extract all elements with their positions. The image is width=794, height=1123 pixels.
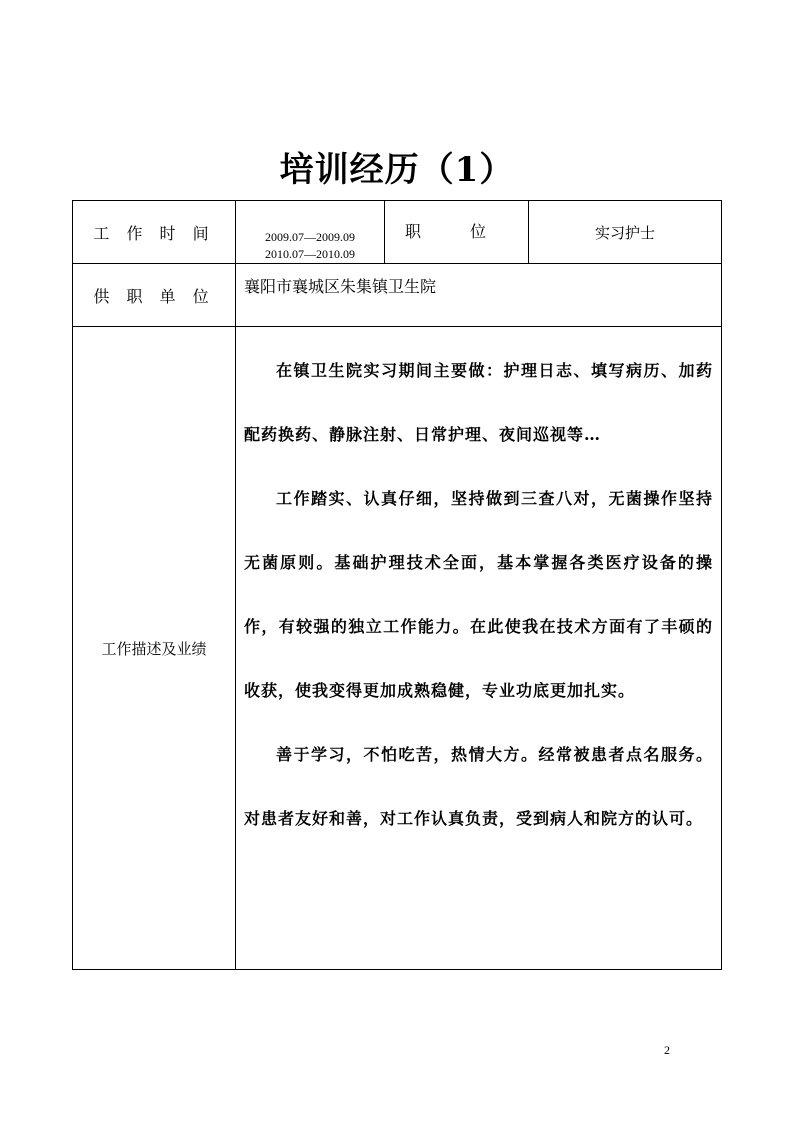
page-number: 2 bbox=[664, 1043, 670, 1057]
work-time-date-2: 2010.07—2010.09 bbox=[265, 247, 355, 261]
work-time-label: 工 作 时 间 bbox=[73, 201, 236, 264]
employer-value: 襄阳市襄城区朱集镇卫生院 bbox=[236, 264, 722, 327]
description-label: 工作描述及业绩 bbox=[73, 327, 236, 970]
position-label: 职 位 bbox=[385, 201, 529, 264]
training-record-table bbox=[72, 200, 722, 970]
table-row-unit bbox=[73, 264, 722, 327]
page-title: 培训经历（1） bbox=[279, 150, 515, 190]
description-content bbox=[236, 327, 722, 970]
work-time-dates bbox=[236, 201, 385, 264]
description-paragraph-2: 工作踏实、认真仔细，坚持做到三查八对，无菌操作坚持无菌原则。基础护理技术全面，基本掌握各类医疗设备的操作，有较强的独立工作能力。在此使我在技术方面有了丰硕的收获，使我变得更加成熟稳健，专业功底更加扎实。 bbox=[244, 489, 713, 700]
work-time-date-1: 2009.07—2009.09 bbox=[265, 230, 355, 244]
description-paragraph-1: 在镇卫生院实习期间主要做：护理日志、填写病历、加药配药换药、静脉注射、日常护理、夜间巡视等… bbox=[244, 361, 713, 444]
employer-label: 供 职 单 位 bbox=[73, 264, 236, 327]
table-row-time bbox=[73, 201, 722, 264]
position-value: 实习护士 bbox=[529, 201, 722, 264]
description-paragraph-3: 善于学习，不怕吃苦，热情大方。经常被患者点名服务。对患者友好和善，对工作认真负责，受到病人和院方的认可。 bbox=[244, 745, 713, 828]
table-row-description bbox=[73, 327, 722, 970]
